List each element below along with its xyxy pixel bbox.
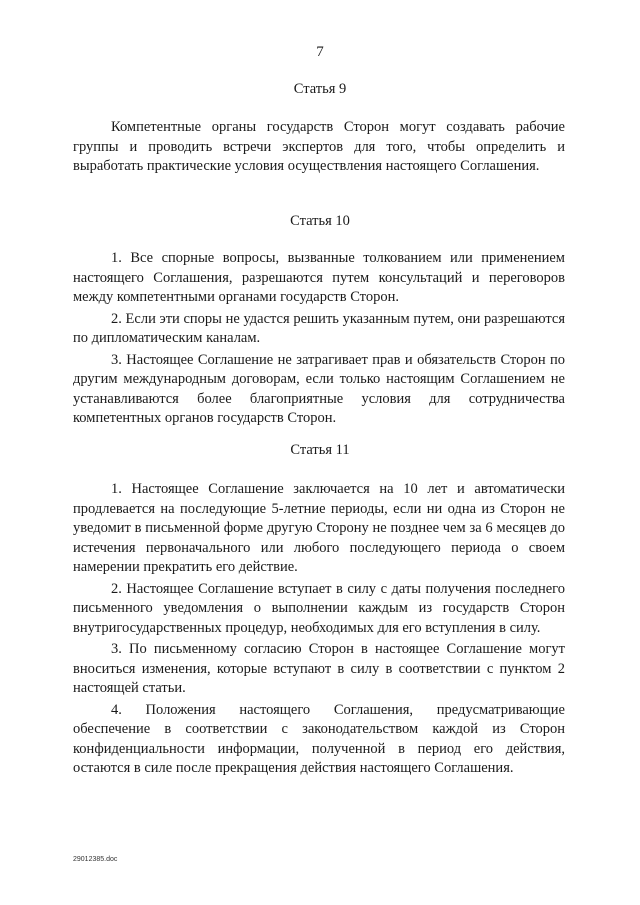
article-11-paragraph-1: 1. Настоящее Соглашение заключается на 10 лет и автоматически продлевается на последующие 5-летние периоды, если ни одна из Сторон не уведомит в письменной форме другую Сторону не позднее чем за 6 месяцев до истечения первоначального или любого последующего периода о своем намерении прекратить его действие. xyxy=(73,481,565,575)
article-9-body xyxy=(73,118,565,177)
article-10-paragraph-1: 1. Все спорные вопросы, вызванные толкованием или применением настоящего Соглашения, разрешаются путем консультаций и переговоров между компетентными органами государств Сторон. xyxy=(73,250,565,305)
article-11-body xyxy=(73,480,565,779)
article-9-paragraph-1: Компетентные органы государств Сторон могут создавать рабочие группы и проводить встречи экспертов для того, чтобы определить и выработать практические условия осуществления настоящего Соглашения. xyxy=(73,119,565,174)
article-10-body xyxy=(73,249,565,429)
article-10-paragraph-3: 3. Настоящее Соглашение не затрагивает прав и обязательств Сторон по другим международным договорам, если только настоящим Соглашением не устанавливаются более благоприятные условия для сотрудничества компетентных органов государств Сторон. xyxy=(73,351,565,426)
article-11-paragraph-2: 2. Настоящее Соглашение вступает в силу с даты получения последнего письменного уведомления о выполнении каждым из государств Сторон внутригосударственных процедур, необходимых для его вступления в силу. xyxy=(73,580,565,636)
article-11-heading: Статья 11 xyxy=(290,442,350,458)
article-11-paragraph-3: 3. По письменному согласию Сторон в настоящее Соглашение могут вноситься изменения, которые вступают в силу в соответствии с пунктом 2 настоящей статьи. xyxy=(73,641,565,696)
article-10-heading: Статья 10 xyxy=(290,213,350,229)
article-10-paragraph-2: 2. Если эти споры не удастся решить указанным путем, они разрешаются по дипломатическим каналам. xyxy=(73,310,565,346)
page-number: 7 xyxy=(316,44,324,60)
article-11-paragraph-4: 4. Положения настоящего Соглашения, предусматривающие обеспечение в соответствии с законодательством каждой из Сторон конфиденциальности информации, полученной в период его действия, остаются в силе после прекращения действия настоящего Соглашения. xyxy=(73,701,565,776)
document-filename: 29012385.doc xyxy=(73,856,118,863)
article-9-heading: Статья 9 xyxy=(293,81,347,97)
